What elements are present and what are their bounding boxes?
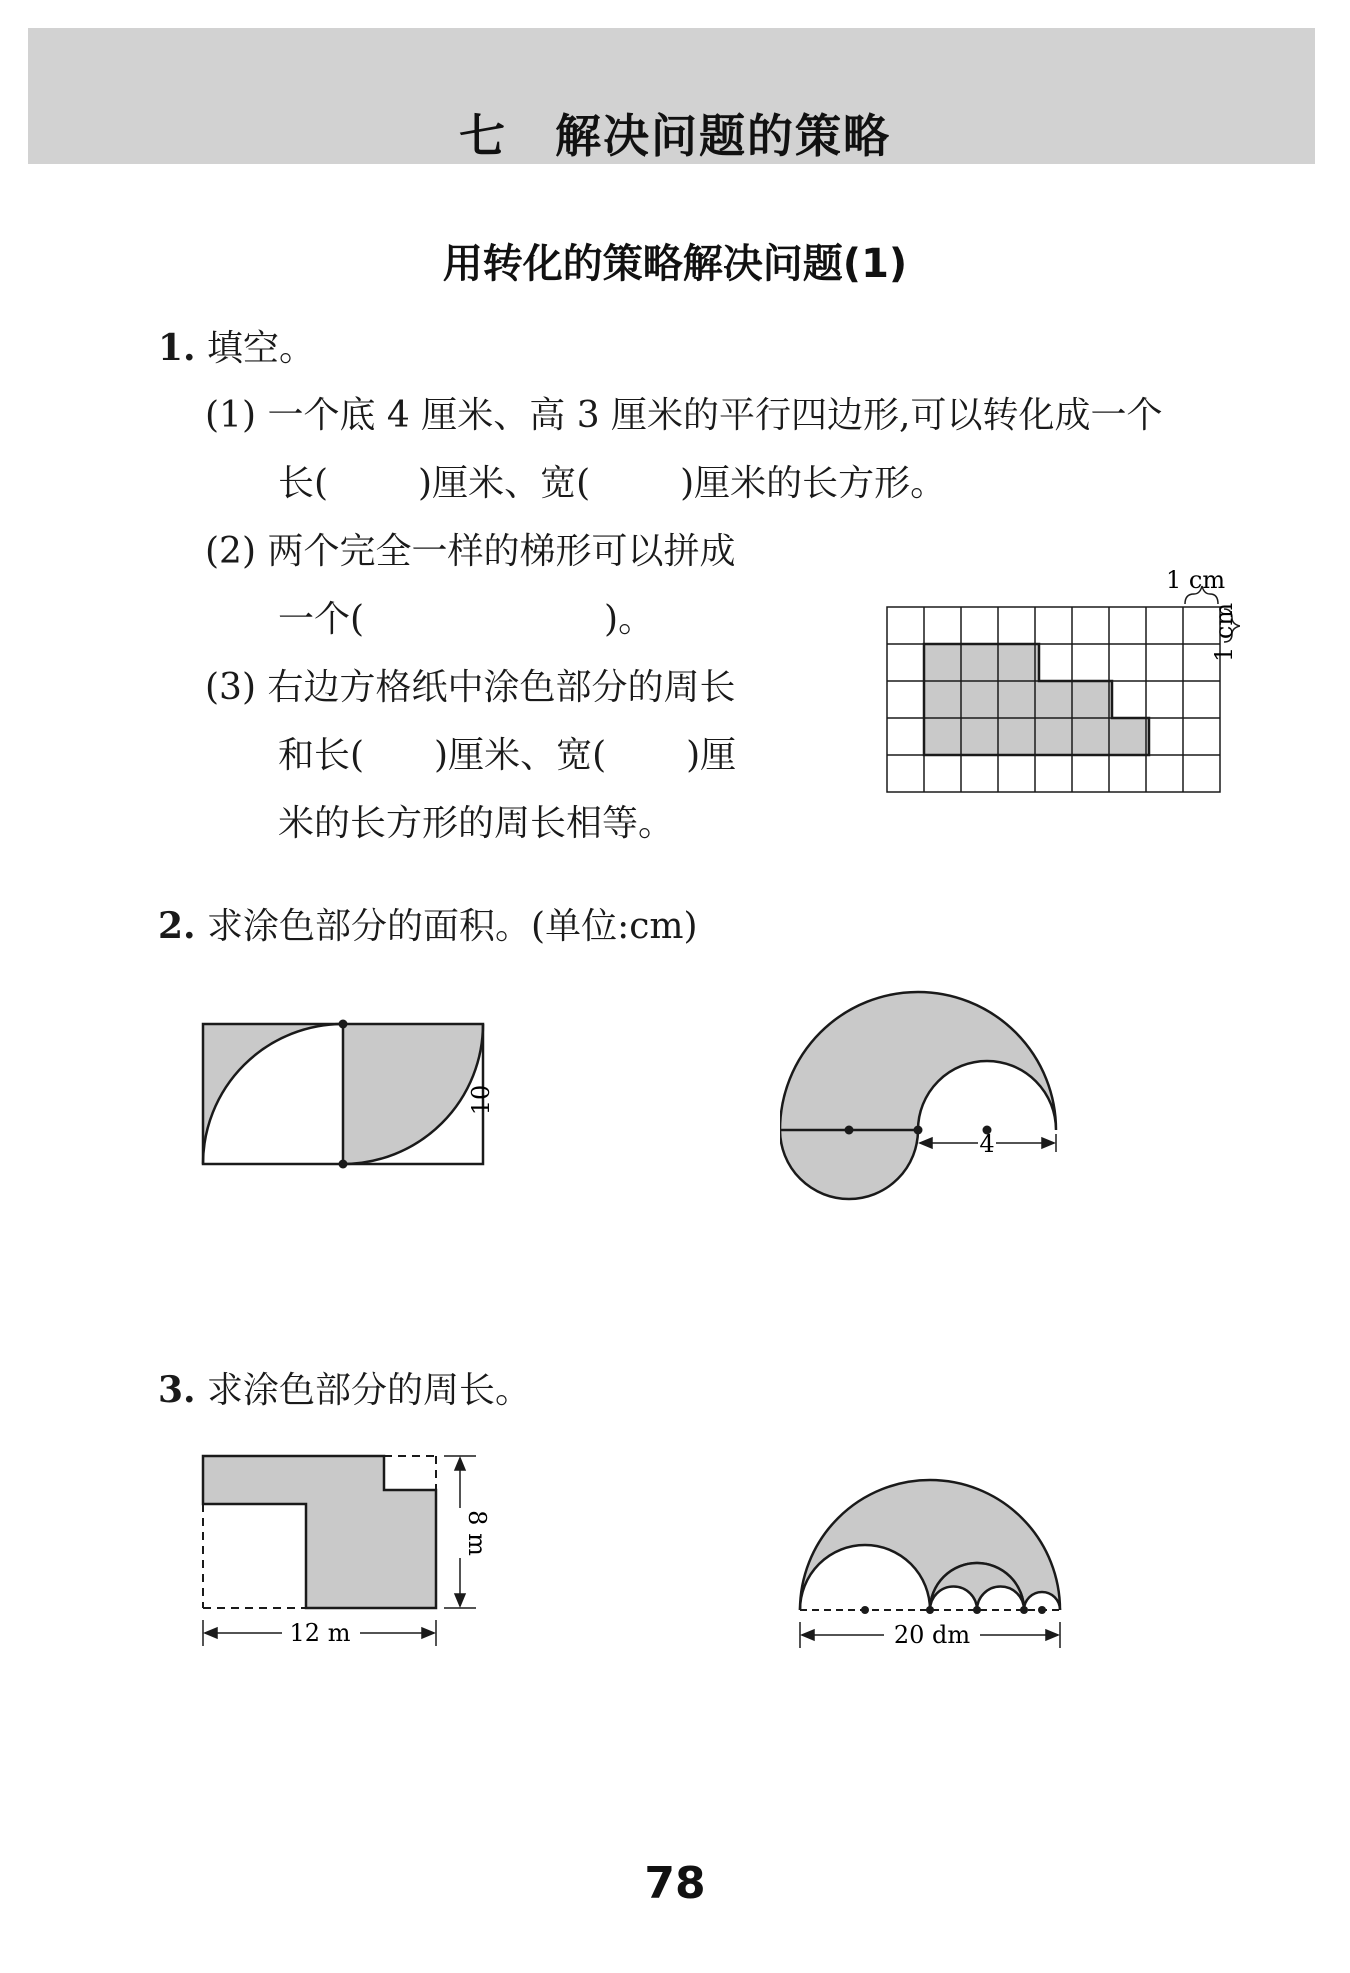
shade-left	[203, 1024, 343, 1164]
q1-item2-line2	[278, 599, 655, 640]
q1-item3-label: (3)	[205, 667, 256, 708]
arrow-up	[455, 1458, 465, 1470]
page-number: 78	[644, 1858, 706, 1909]
q1-item2-label: (2)	[205, 531, 256, 572]
section-title: 用转化的策略解决问题(1)	[442, 241, 908, 287]
arrow-left	[205, 1628, 217, 1638]
q1-item2-text: 两个完全一样的梯形可以拼成	[267, 531, 736, 572]
q3a-height-label: 8 m	[463, 1510, 491, 1556]
arrow-right	[422, 1628, 434, 1638]
q1-item3-text-c: )厘	[686, 735, 737, 776]
q1-item1-line1	[205, 395, 1163, 436]
arrow-right	[1046, 1630, 1058, 1640]
q2-number: 2.	[158, 905, 196, 947]
dot-5	[1038, 1606, 1046, 1614]
q1-item3-text: 右边方格纸中涂色部分的周长	[267, 667, 736, 708]
q2-figure-b	[780, 990, 1080, 1210]
q2-title: 求涂色部分的面积。(单位:cm)	[207, 906, 698, 947]
grid-paper-figure	[880, 568, 1240, 808]
q1-item1-line2	[278, 463, 947, 504]
q2a-label: 10	[467, 1084, 495, 1116]
shaded-crescent	[780, 992, 1056, 1199]
arrow-left	[920, 1138, 932, 1148]
chapter-number: 七	[459, 109, 507, 163]
dot-center-left	[845, 1126, 854, 1135]
q1-item3-line2	[278, 735, 737, 776]
arrow-left	[802, 1630, 814, 1640]
q1-item1-text-c: )厘米的长方形。	[680, 463, 947, 504]
q1-item3-line1	[205, 667, 736, 708]
grid-label-horizontal: 1 cm	[1166, 568, 1226, 594]
q1-item2-text-b: )。	[604, 599, 655, 640]
arrow-down	[455, 1594, 465, 1606]
q3-heading	[158, 1369, 532, 1411]
chapter-title-text: 解决问题的策略	[555, 109, 891, 163]
q1-heading	[158, 327, 316, 369]
q1-item3-text-3: 米的长方形的周长相等。	[278, 803, 675, 844]
q3b-width-label: 20 dm	[893, 1621, 971, 1649]
dot-2	[926, 1606, 934, 1614]
dot-top	[339, 1020, 348, 1029]
q1-item1-text-b: )厘米、宽(	[418, 463, 591, 504]
q3-figure-b	[790, 1470, 1070, 1660]
q1-item1-text: 一个底 4 厘米、高 3 厘米的平行四边形,可以转化成一个	[267, 395, 1163, 436]
shaded-region	[924, 644, 1149, 755]
dot-3	[973, 1606, 981, 1614]
dot-bottom	[339, 1160, 348, 1169]
q1-item1-label: (1)	[205, 395, 256, 436]
q3-title: 求涂色部分的周长。	[207, 1370, 532, 1411]
q1-item2-text-a: 一个(	[278, 599, 365, 640]
dot-4	[1020, 1606, 1028, 1614]
q2b-label: 4	[979, 1130, 995, 1158]
q3-number: 3.	[158, 1369, 196, 1411]
q1-number: 1.	[158, 327, 196, 369]
q2-heading	[158, 905, 698, 947]
shaded-shape	[203, 1456, 436, 1608]
q3a-width-label: 12 m	[289, 1619, 351, 1647]
arrow-right	[1042, 1138, 1054, 1148]
grid-label-vertical: 1 cm	[1210, 602, 1238, 662]
q3-figure-a	[196, 1448, 496, 1658]
q1-item3-text-a: 和长(	[278, 735, 365, 776]
chapter-title	[0, 100, 1350, 166]
q1-item2-line1	[205, 531, 736, 572]
dot-1	[861, 1606, 869, 1614]
dot-mid	[914, 1126, 923, 1135]
q2-figure-a	[196, 1016, 536, 1186]
q1-item3-line3	[278, 803, 675, 844]
q1-title: 填空。	[207, 328, 316, 369]
shade-right	[343, 1024, 483, 1164]
q1-item1-text-a: 长(	[278, 463, 329, 504]
q1-item3-text-b: )厘米、宽(	[434, 735, 607, 776]
